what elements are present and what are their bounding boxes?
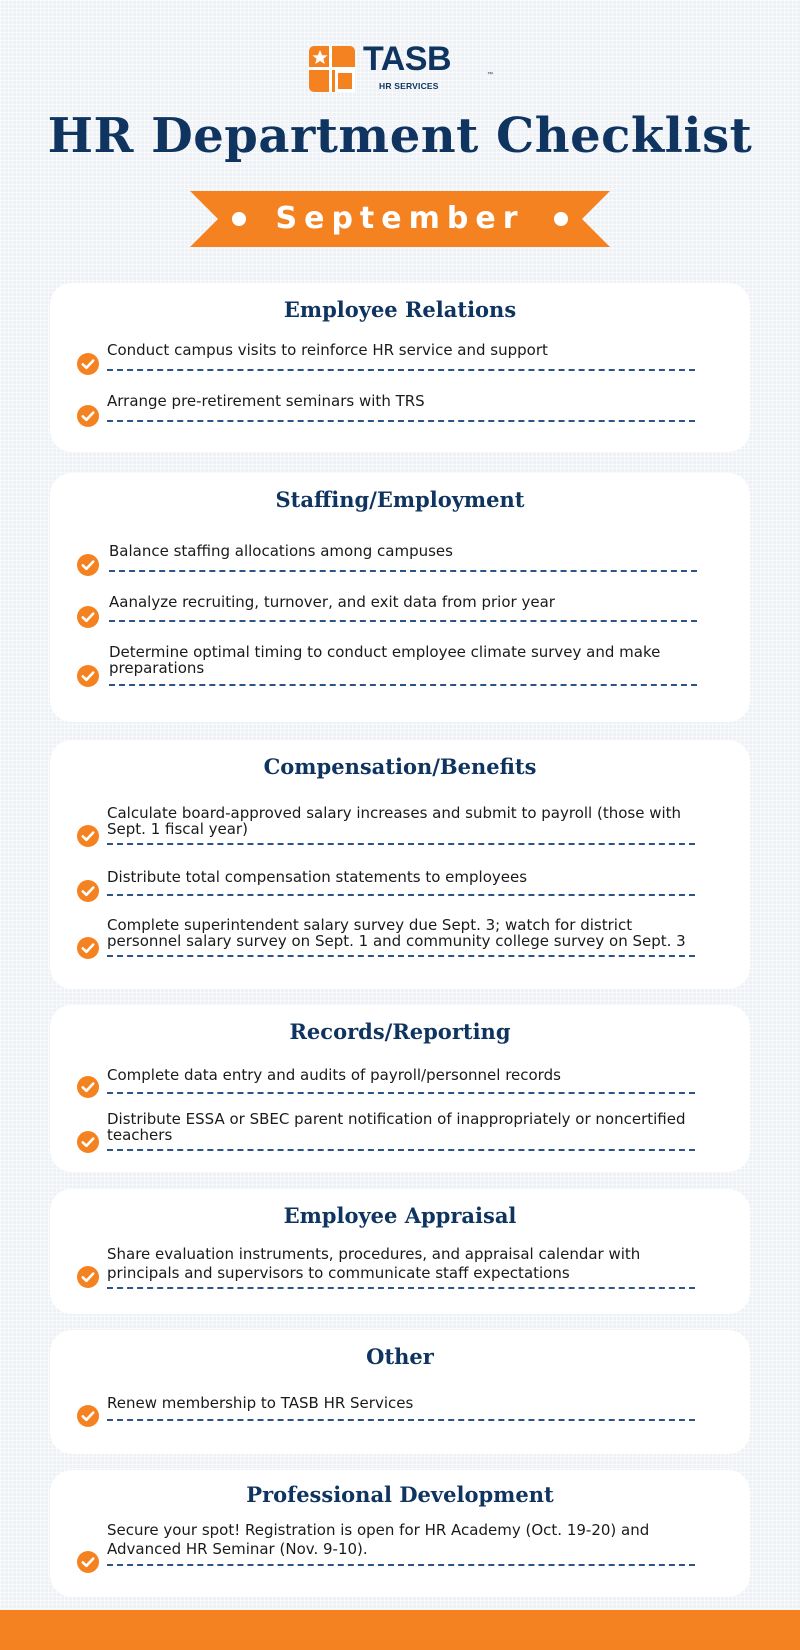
dashed-divider [107, 1092, 695, 1094]
checklist-item-text: Determine optimal timing to conduct employee climate survey and make preparations [109, 643, 661, 677]
section-professional-development [50, 1470, 750, 1597]
section-compensation-benefits [50, 740, 750, 989]
check-circle-icon [77, 606, 99, 628]
dashed-divider [109, 570, 697, 572]
tasb-logo [309, 40, 495, 94]
dashed-divider [109, 620, 697, 622]
logo-wordmark: TASB [363, 40, 452, 78]
section-title: Professional Development [246, 1482, 554, 1507]
section-records-reporting [50, 1005, 750, 1172]
dashed-divider [107, 955, 695, 957]
checklist-item-text: Complete superintendent salary survey due Sept. 3; watch for district personnel salary survey on Sept. 1 and community college survey on Sept. 3 [107, 916, 686, 950]
month-ribbon [190, 191, 610, 247]
section-title: Employee Appraisal [283, 1203, 517, 1228]
checklist-item-text: Arrange pre-retirement seminars with TRS [107, 392, 425, 410]
check-circle-icon [77, 1551, 99, 1573]
dashed-divider [107, 420, 695, 422]
check-circle-icon [77, 1266, 99, 1288]
check-circle-icon [77, 665, 99, 687]
section-staffing-employment [50, 473, 750, 722]
section-title: Other [366, 1344, 434, 1369]
footer-bar [0, 1610, 800, 1650]
dashed-divider [107, 369, 695, 371]
checklist-item-text: Distribute total compensation statements to employees [107, 868, 528, 886]
checklist-item-text: Aanalyze recruiting, turnover, and exit data from prior year [109, 593, 555, 611]
check-circle-icon [77, 1405, 99, 1427]
checklist-item-text: Distribute ESSA or SBEC parent notification of inappropriately or noncertified teachers [107, 1110, 686, 1144]
check-circle-icon [77, 1131, 99, 1153]
section-employee-relations [50, 283, 750, 452]
dashed-divider [109, 684, 697, 686]
page-title: HR Department Checklist [47, 108, 753, 164]
section-title: Staffing/Employment [275, 487, 525, 512]
month-label: September [275, 201, 525, 236]
dashed-divider [107, 1287, 695, 1289]
section-other [50, 1330, 750, 1454]
check-circle-icon [77, 825, 99, 847]
tasb-star-logo-icon [309, 46, 355, 92]
checklist-item-text: Secure your spot! Registration is open for HR Academy (Oct. 19-20) and Advanced HR Seminar (Nov. 9-10). [107, 1521, 650, 1558]
checklist-item-text: Renew membership to TASB HR Services [107, 1394, 414, 1412]
check-circle-icon [77, 880, 99, 902]
section-title: Compensation/Benefits [263, 754, 537, 779]
checklist-item-text: Share evaluation instruments, procedures, and appraisal calendar with principals and supervisors to communicate staff expectations [107, 1245, 641, 1282]
checklist-item-text: Conduct campus visits to reinforce HR service and support [107, 341, 548, 359]
dashed-divider [107, 1149, 695, 1151]
section-title: Employee Relations [283, 297, 517, 322]
checklist-item-text: Calculate board-approved salary increases and submit to payroll (those with Sept. 1 fiscal year) [107, 804, 682, 838]
check-circle-icon [77, 405, 99, 427]
check-circle-icon [77, 353, 99, 375]
logo-trademark: ™ [487, 72, 493, 78]
dashed-divider [107, 1419, 695, 1421]
dashed-divider [107, 843, 695, 845]
section-employee-appraisal [50, 1189, 750, 1314]
dashed-divider [107, 1564, 695, 1566]
checklist-item-text: Complete data entry and audits of payroll/personnel records [107, 1066, 561, 1084]
checklist-item-text: Balance staffing allocations among campuses [109, 542, 453, 560]
check-circle-icon [77, 554, 99, 576]
check-circle-icon [77, 937, 99, 959]
dashed-divider [107, 894, 695, 896]
check-circle-icon [77, 1076, 99, 1098]
section-title: Records/Reporting [289, 1019, 511, 1044]
logo-subtitle: HR SERVICES [379, 81, 439, 91]
